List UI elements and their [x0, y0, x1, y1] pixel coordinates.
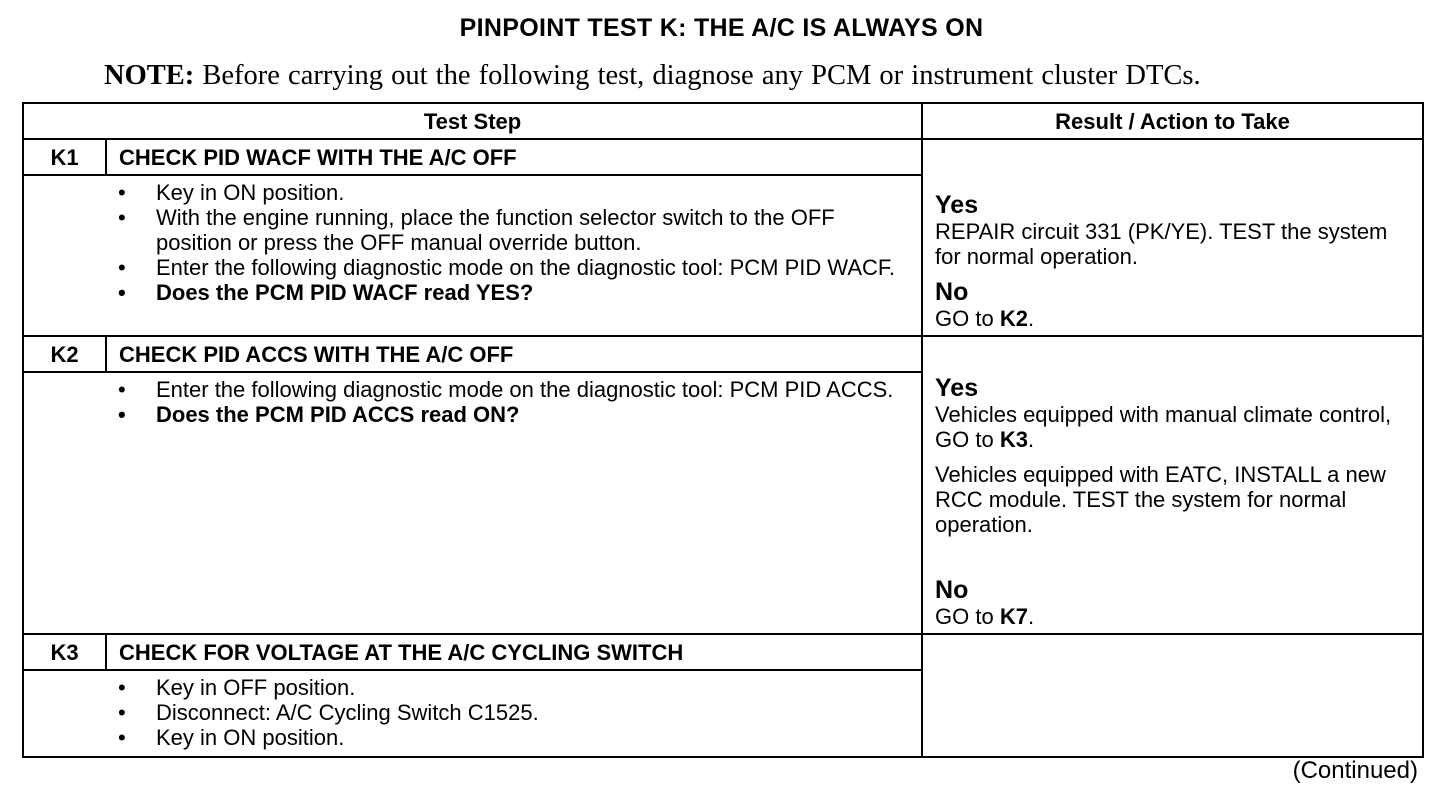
no-label: No [935, 576, 969, 604]
step-id: K1 [23, 139, 106, 175]
page-title: PINPOINT TEST K: THE A/C IS ALWAYS ON [459, 14, 984, 42]
step-body [23, 670, 922, 757]
step-link: K7 [999, 604, 1028, 629]
list-item: • Enter the following diagnostic mode on the diagnostic tool: PCM PID WACF. [118, 255, 895, 280]
list-item-question: • Does the PCM PID ACCS read ON? [118, 402, 520, 428]
note [104, 60, 1201, 92]
step-id: K2 [23, 336, 106, 372]
list-item: • With the engine running, place the function selector switch to the OFF position or press the OFF manual override button. [118, 205, 835, 255]
step-heading: CHECK PID WACF WITH THE A/C OFF [106, 139, 922, 175]
yes-action: REPAIR circuit 331 (PK/YE). TEST the system for normal operation. [935, 219, 1388, 269]
step-bullet-list [24, 373, 921, 433]
yes-action-eatc: Vehicles equipped with EATC, INSTALL a new RCC module. TEST the system for normal operation. [935, 462, 1386, 537]
table-header-row [23, 103, 1423, 139]
list-item: • Key in ON position. [118, 725, 345, 750]
step-result-empty [922, 634, 1423, 757]
step-result [922, 336, 1423, 634]
step-bullet-list [24, 671, 921, 756]
column-header-result: Result / Action to Take [922, 103, 1423, 139]
step-heading: CHECK PID ACCS WITH THE A/C OFF [106, 336, 922, 372]
step-body [23, 175, 922, 336]
list-item: • Key in OFF position. [118, 675, 356, 700]
yes-label: Yes [935, 374, 979, 402]
step-header-row [23, 336, 1423, 372]
step-header-row [23, 634, 1423, 670]
step-id: K3 [23, 634, 106, 670]
step-result [922, 139, 1423, 336]
list-item: • Key in ON position. [118, 180, 345, 205]
yes-label: Yes [935, 191, 979, 219]
list-item: • Enter the following diagnostic mode on the diagnostic tool: PCM PID ACCS. [118, 377, 894, 403]
no-label: No [935, 278, 969, 306]
step-heading: CHECK FOR VOLTAGE AT THE A/C CYCLING SWITCH [106, 634, 922, 670]
no-action: GO to K7. [935, 604, 1035, 629]
list-item: • Disconnect: A/C Cycling Switch C1525. [118, 700, 539, 725]
note-label: NOTE: [104, 60, 195, 91]
note-text: Before carrying out the following test, diagnose any PCM or instrument cluster DTCs. [202, 60, 1201, 91]
column-header-test-step: Test Step [23, 103, 922, 139]
step-link: K2 [999, 306, 1028, 331]
pinpoint-test-table [22, 102, 1424, 758]
step-link: K3 [999, 427, 1028, 452]
step-body [23, 372, 922, 634]
list-item-question: • Does the PCM PID WACF read YES? [118, 280, 534, 305]
step-bullet-list [24, 176, 921, 311]
no-action: GO to K2. [935, 306, 1035, 331]
yes-action: Vehicles equipped with manual climate control, GO to K3. [935, 402, 1392, 452]
continued-label: (Continued) [1292, 757, 1418, 784]
step-header-row [23, 139, 1423, 175]
